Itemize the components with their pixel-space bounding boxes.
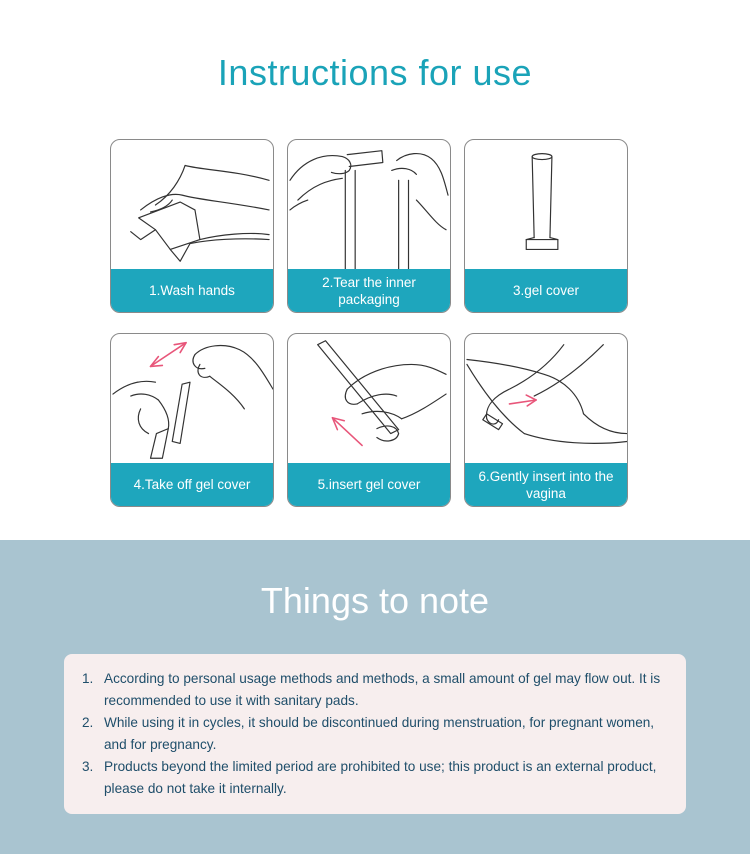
note-text-3: Products beyond the limited period are prohibited to use; this product is an external product, please do not take it internally. [104,759,657,796]
instructions-title: Instructions for use [217,52,533,93]
gel-cover-icon [465,140,627,270]
step-label-3: 3.gel cover [465,269,627,312]
note-item-3 [82,756,668,800]
step-card-4 [110,333,274,507]
note-number-1: 1. [82,671,94,686]
note-item-1 [82,668,668,712]
note-number-2: 2. [82,715,94,730]
notes-list [82,668,668,800]
note-text-1: According to personal usage methods and methods, a small amount of gel may flow out. It is recommended to use it with sanitary pads. [104,671,661,708]
notes-title: Things to note [260,580,490,621]
wash-hands-icon [111,140,273,270]
gently-insert-icon [465,334,627,464]
step-label-4: 4.Take off gel cover [111,463,273,506]
step-card-6 [464,333,628,507]
step-label-1: 1.Wash hands [111,269,273,312]
notes-box [64,654,686,814]
insert-cover-icon [288,334,450,464]
step-label-2: 2.Tear the inner packaging [288,269,450,312]
step-label-5: 5.insert gel cover [288,463,450,506]
step-card-3 [464,139,628,313]
step-card-5 [287,333,451,507]
note-item-2 [82,712,668,756]
tear-packaging-icon [288,140,450,270]
step-card-2 [287,139,451,313]
take-off-cover-icon [111,334,273,464]
note-text-2: While using it in cycles, it should be discontinued during menstruation, for pregnant women, and for pregnancy. [104,715,655,752]
step-card-1 [110,139,274,313]
step-label-6: 6.Gently insert into the vagina [465,463,627,506]
notes-section [0,540,750,854]
note-number-3: 3. [82,759,94,774]
